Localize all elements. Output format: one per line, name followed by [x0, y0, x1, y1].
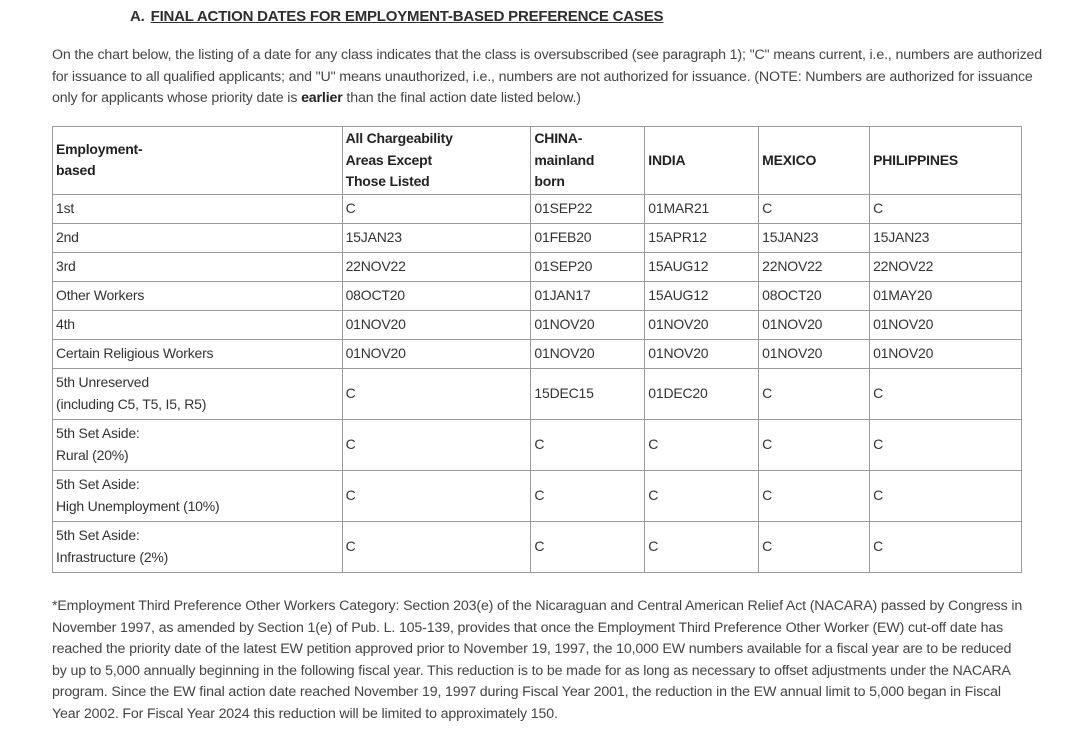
date-cell: C [870, 521, 1022, 572]
column-header-employment-based: Employment- based [53, 127, 343, 195]
date-cell: C [342, 368, 531, 419]
table-row [53, 419, 1022, 470]
row-category-cell: 5th Set Aside: Infrastructure (2%) [53, 521, 343, 572]
date-cell: 08OCT20 [759, 281, 870, 310]
date-cell: C [342, 521, 531, 572]
date-cell: 15AUG12 [645, 281, 759, 310]
date-cell: 22NOV22 [759, 252, 870, 281]
table-row [53, 470, 1022, 521]
date-cell: C [342, 419, 531, 470]
date-cell: 22NOV22 [870, 252, 1022, 281]
date-cell: 01SEP22 [531, 194, 645, 223]
section-title-link[interactable]: FINAL ACTION DATES FOR EMPLOYMENT-BASED PREFERENCE CASES [150, 8, 664, 25]
column-header-all-chargeability-areas-except-those-listed: All Chargeability Areas Except Those Listed [342, 127, 531, 195]
date-cell: 01NOV20 [759, 339, 870, 368]
date-cell: 01NOV20 [645, 339, 759, 368]
row-category-cell: 5th Set Aside: High Unemployment (10%) [53, 470, 343, 521]
date-cell: 01NOV20 [342, 339, 531, 368]
row-category-cell: Other Workers [53, 281, 343, 310]
table-row [53, 339, 1022, 368]
date-cell: C [645, 470, 759, 521]
row-category-cell: 2nd [53, 223, 343, 252]
column-header-mexico: MEXICO [759, 127, 870, 195]
date-cell: 01DEC20 [645, 368, 759, 419]
date-cell: 15JAN23 [342, 223, 531, 252]
table-row [53, 368, 1022, 419]
intro-text-after: than the final action date listed below.) [342, 90, 581, 106]
date-cell: C [759, 470, 870, 521]
date-cell: C [870, 470, 1022, 521]
date-cell: 01NOV20 [645, 310, 759, 339]
row-category-cell: 5th Set Aside: Rural (20%) [53, 419, 343, 470]
date-cell: 01SEP20 [531, 252, 645, 281]
date-cell: C [870, 368, 1022, 419]
table-header-row [53, 127, 1022, 195]
date-cell: C [531, 470, 645, 521]
date-cell: 01NOV20 [531, 339, 645, 368]
date-cell: C [531, 419, 645, 470]
date-cell: 15APR12 [645, 223, 759, 252]
table-row [53, 310, 1022, 339]
column-header-india: INDIA [645, 127, 759, 195]
date-cell: C [759, 194, 870, 223]
column-header-philippines: PHILIPPINES [870, 127, 1022, 195]
intro-paragraph [52, 45, 1042, 110]
date-cell: 01NOV20 [531, 310, 645, 339]
section-prefix: A. [130, 8, 145, 25]
date-cell: 01NOV20 [870, 339, 1022, 368]
row-category-cell: Certain Religious Workers [53, 339, 343, 368]
row-category-cell: 4th [53, 310, 343, 339]
row-category-cell: 1st [53, 194, 343, 223]
row-category-cell: 3rd [53, 252, 343, 281]
date-cell: 15AUG12 [645, 252, 759, 281]
date-cell: 01NOV20 [759, 310, 870, 339]
date-cell: 01NOV20 [870, 310, 1022, 339]
date-cell: C [531, 521, 645, 572]
date-cell: 22NOV22 [342, 252, 531, 281]
date-cell: C [342, 194, 531, 223]
section-heading [130, 8, 663, 25]
date-cell: 01MAR21 [645, 194, 759, 223]
table-row [53, 223, 1022, 252]
date-cell: 01NOV20 [342, 310, 531, 339]
date-cell: 15JAN23 [759, 223, 870, 252]
date-cell: C [870, 419, 1022, 470]
final-action-dates-table [52, 126, 1022, 573]
date-cell: 01FEB20 [531, 223, 645, 252]
footnote: *Employment Third Preference Other Workers Category: Section 203(e) of the Nicaraguan and Central American Relief Act (NACARA) passed by Congress in November 1997, as amended by Section 1(e) of Pub. L. 105-139, provides that once the Employment Third Preference Other Worker (EW) cut-off date has reached the priority date of the latest EW petition approved prior to November 19, 1997, the 10,000 EW numbers available for a fiscal year are to be reduced by up to 5,000 annually beginning in the following fiscal year. This reduction is to be made for as long as necessary to offset adjustments under the NACARA program. Since the EW final action date reached November 19, 1997 during Fiscal Year 2001, the reduction in the EW annual limit to 5,000 began in Fiscal Year 2002. For Fiscal Year 2024 this reduction will be limited to approximately 150. [52, 598, 1023, 722]
date-cell: 01JAN17 [531, 281, 645, 310]
date-cell: C [759, 521, 870, 572]
date-cell: C [342, 470, 531, 521]
date-cell: C [645, 521, 759, 572]
intro-text-before: On the chart below, the listing of a date for any class indicates that the class is oversubscribed (see paragraph 1); "C" means current, i.e., numbers are authorized for issuance to all qualified applicants; and "U" means unauthorized, i.e., numbers are not authorized for issuance. (NOTE: Numbers are authorized for issuance only for applicants whose priority date is [52, 47, 1043, 106]
row-category-cell: 5th Unreserved (including C5, T5, I5, R5) [53, 368, 343, 419]
date-cell: 15JAN23 [870, 223, 1022, 252]
date-cell: 08OCT20 [342, 281, 531, 310]
date-cell: 01MAY20 [870, 281, 1022, 310]
table-row [53, 521, 1022, 572]
table-row [53, 194, 1022, 223]
date-cell: C [759, 419, 870, 470]
intro-bold-word: earlier [301, 90, 343, 106]
table-row [53, 281, 1022, 310]
date-cell: C [870, 194, 1022, 223]
table-body [53, 194, 1022, 572]
column-header-china-mainland-born: CHINA- mainland born [531, 127, 645, 195]
table-row [53, 252, 1022, 281]
date-cell: C [645, 419, 759, 470]
date-cell: 15DEC15 [531, 368, 645, 419]
date-cell: C [759, 368, 870, 419]
